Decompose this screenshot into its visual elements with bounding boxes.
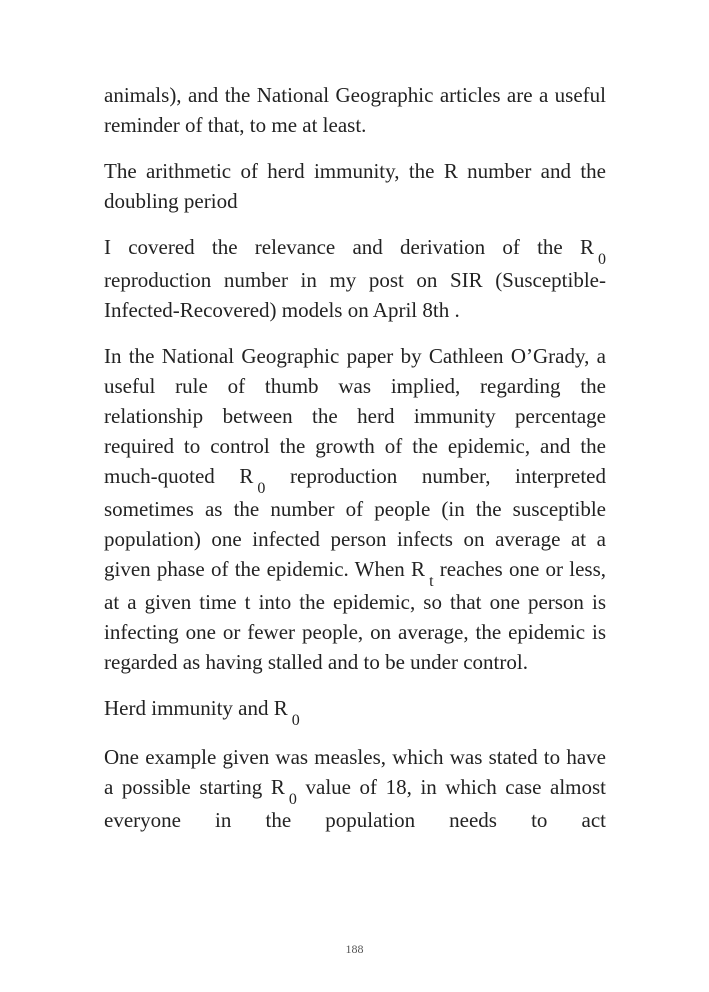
- subscript-0: 0: [291, 712, 300, 729]
- page-body: [104, 80, 606, 851]
- subscript-0: 0: [257, 480, 266, 497]
- paragraph-4: One example given was measles, which was stated to have a possible starting $R_0$ value of 18, in which case almost everyone in the population needs to act: [104, 745, 607, 832]
- section-heading-herd-immunity-r0: Herd immunity and $R_0$: [104, 696, 300, 729]
- subscript-0: 0: [288, 791, 297, 808]
- paragraph-3: In the National Geographic paper by Cathleen O’Grady, a useful rule of thumb was implied, regarding the relationship between the herd immunity percentage required to control the growth of the epidemic, and the much-quoted $R_0$ reproduction number, interpreted sometimes as the number of people (in the susceptible population) one infected person infects on average at a given phase of the epidemic. When $R_t$ reaches one or less, at a given time t into the epidemic, so that one person is infecting one or fewer people, on average, the epidemic is regarded as having stalled and to be under control.: [104, 344, 607, 674]
- paragraph-2: I covered the relevance and derivation of the $R_0$ reproduction number in my post on SIR (Susceptible-Infected-Recovered) models on April 8th .: [104, 235, 606, 322]
- page-number: 188: [345, 942, 364, 956]
- paragraph-1: animals), and the National Geographic articles are a useful reminder of that, to me at least.: [104, 83, 606, 137]
- subscript-0: 0: [598, 251, 606, 268]
- section-heading-herd-immunity-arithmetic: The arithmetic of herd immunity, the R number and the doubling period: [104, 159, 606, 213]
- subscript-t: t: [429, 573, 434, 590]
